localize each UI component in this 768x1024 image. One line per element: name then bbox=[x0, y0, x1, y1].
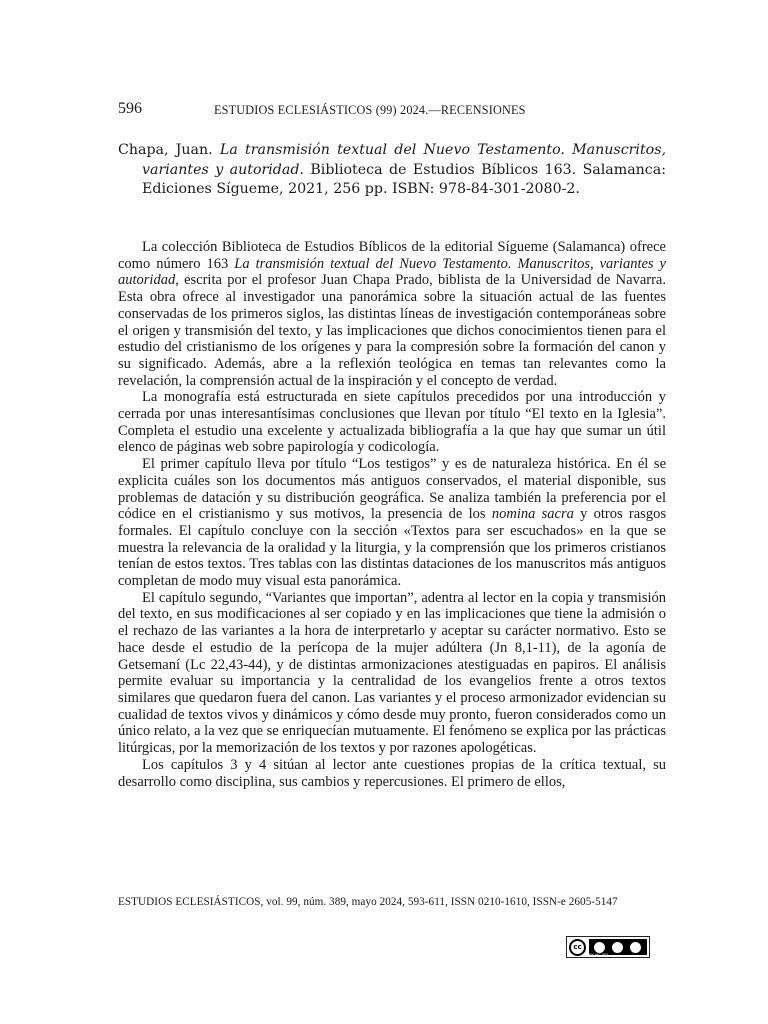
paragraph-4: El capítulo segundo, “Variantes que importan”, adentra al lector en la copia y transmisión del texto, en sus modificaciones al ser copiado y en las implicaciones que tiene la admisión o el rechazo de las variantes a la hora de interpretarlo y aceptar su carácter normativo. Esto se hace desde el estudio de la perícopa de la mujer adúltera (Jn 8,1-11), de la agonía de Getsemaní (Lc 22,43-44), y de distintas armonizaciones atestiguadas en papiros. El análisis permite evaluar su importancia y la centralidad de los evangelios frente a otros textos similares que quedaron fuera del canon. Las variantes y el proceso armonizador evidencian su cualidad de textos vivos y dinámicos y cómo desde muy pronto, fueron considerados como un único relato, a la vez que se enriquecían mutuamente. El fenómeno se explica por las prácticas litúrgicas, por la memorización de los textos y por razones apologéticas. bbox=[118, 589, 666, 757]
paragraph-2: La monografía está estructurada en siete capítulos precedidos por una introducción y cerrada por unas interesantísimas conclusiones que llevan por título “El texto en la Iglesia”. Completa el estudio una excelente y actualizada bibliografía a la que hay que sumar un útil elenco de páginas web sobre papirología y codicología. bbox=[118, 389, 666, 456]
creative-commons-by-nc-nd-icon bbox=[566, 936, 650, 958]
journal-running-title: ESTUDIOS ECLESIÁSTICOS (99) 2024.—RECENSIONES bbox=[214, 103, 526, 117]
paragraph-1-text-c: escrita por el profesor Juan Chapa Prado, biblista de la Universidad de Navarra. Esta obra ofrece al investigador una panorámica sobre la situación actual de las fuentes conservadas de los primeros siglos, las distintas líneas de investigación contemporáneas sobre el origen y transmisión del texto, y las implicaciones que dichos conocimientos tienen para el estudio del cristianismo de los orígenes y para la compresión sobre la formación del canon y su significado. Además, abre a la reflexión teológica en temas tan relevantes como la revelación, la comprensión actual de la inspiración y el concepto de verdad. bbox=[118, 272, 666, 389]
paragraph-5: Los capítulos 3 y 4 sitúan al lector ante cuestiones propias de la crítica textual, su desarrollo como disciplina, sus cambios y repercusiones. El primero de ellos, bbox=[118, 756, 666, 790]
paragraph-3-text-c: y otros rasgos formales. El capítulo concluye con la sección «Textos para ser escuchados» en la que se muestra la relevancia de la oralidad y la liturgia, y la comprensión que los primeros cristianos tenían de estos textos. Tres tablas con las distintas dataciones de los manuscritos más antiguos completan de modo muy visual esta panorámica. bbox=[118, 506, 666, 590]
paragraph-3-italic-term: nomina sacra bbox=[491, 506, 574, 523]
running-head bbox=[118, 100, 666, 122]
book-reference bbox=[118, 141, 666, 200]
license-labels: BY NC ND bbox=[589, 952, 609, 957]
reference-details: . Biblioteca de Estudios Bíblicos 163. Salamanca: Ediciones Sígueme, 2021, 256 pp. ISBN: 978-84-301-2080-2. bbox=[142, 161, 666, 198]
paragraph-1 bbox=[118, 239, 666, 389]
cc-logo-icon: cc bbox=[569, 939, 586, 956]
review-body bbox=[118, 239, 666, 790]
paragraph-3 bbox=[118, 456, 666, 590]
reference-author: Chapa, Juan. bbox=[118, 142, 220, 158]
journal-footer: ESTUDIOS ECLESIÁSTICOS, vol. 99, núm. 389, mayo 2024, 593-611, ISSN 0210-1610, ISSN-e 2605-5147 bbox=[118, 896, 618, 908]
paragraph-3-text-a: El primer capítulo lleva por título “Los testigos” y es de naturaleza histórica. En él se explicita cuáles son los documentos más antiguos conservados, el material disponible, sus problemas de datación y su distribución geográfica. Se analiza también la preferencia por el códice en el cristianismo y sus motivos, la presencia de los bbox=[118, 456, 666, 523]
reference-title: La transmisión textual del Nuevo Testamento. Manuscritos, variantes y autoridad bbox=[142, 142, 666, 178]
paragraph-1-book-title: La transmisión textual del Nuevo Testamento. Manuscritos, variantes y autoridad, bbox=[118, 255, 666, 289]
paragraph-1-text-a: La colección Biblioteca de Estudios Bíblicos de la editorial Sígueme (Salamanca) ofrece como número 163 bbox=[118, 239, 666, 272]
page-number: 596 bbox=[118, 100, 142, 117]
